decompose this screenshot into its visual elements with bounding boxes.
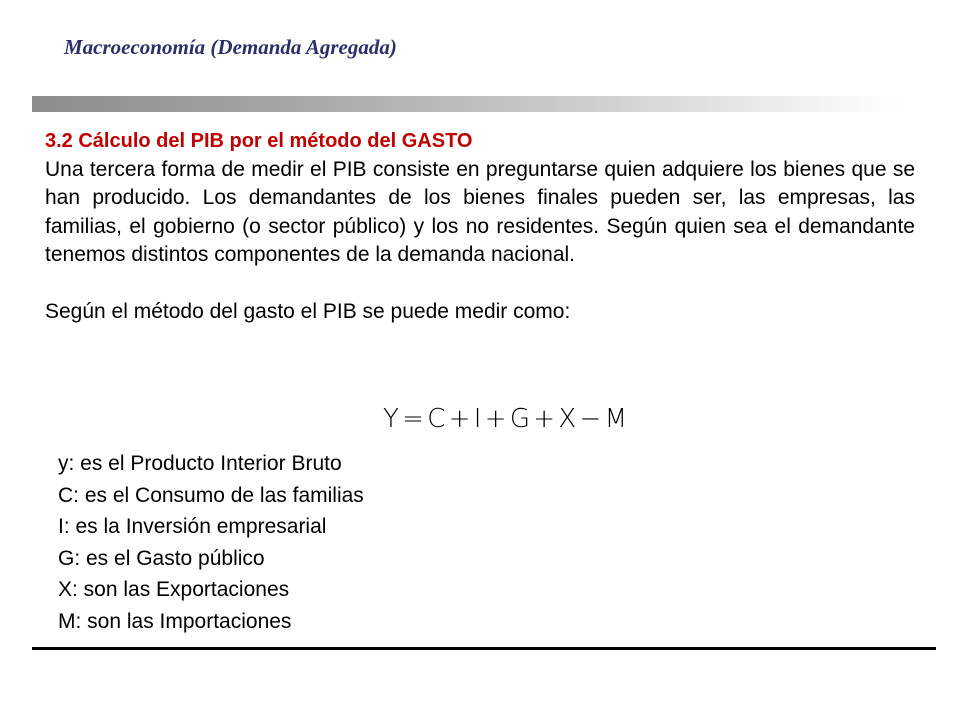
variable-legend <box>58 448 364 637</box>
legend-item-m: M: son las Importaciones <box>58 609 292 633</box>
formula-intro: Según el método del gasto el PIB se puede medir como: <box>45 299 571 323</box>
legend-item-g: G: es el Gasto público <box>58 546 265 570</box>
section-heading: 3.2 Cálculo del PIB por el método del GASTO <box>45 130 473 152</box>
bottom-rule <box>32 647 936 650</box>
main-content <box>45 127 915 326</box>
gdp-formula <box>380 400 630 434</box>
header-gradient-bar <box>32 96 900 112</box>
legend-item-i: I: es la Inversión empresarial <box>58 515 327 538</box>
body-paragraph: Una tercera forma de medir el PIB consiste en preguntarse quien adquiere los bienes que se han producido. Los demandantes de los bienes finales pueden ser, las empresas, las familias, el gobierno (o sector público) y los no residentes. Según quien sea el demandante tenemos distintos componentes de la demanda nacional. <box>45 157 915 266</box>
slide-header-title: Macroeconomía (Demanda Agregada) <box>64 35 397 59</box>
formula-text: Y = C + I + G + X − M <box>383 404 627 434</box>
legend-item-x: X: son las Exportaciones <box>58 578 290 601</box>
legend-item-y: y: es el Producto Interior Bruto <box>58 452 342 475</box>
legend-item-c: C: es el Consumo de las familias <box>58 483 364 507</box>
